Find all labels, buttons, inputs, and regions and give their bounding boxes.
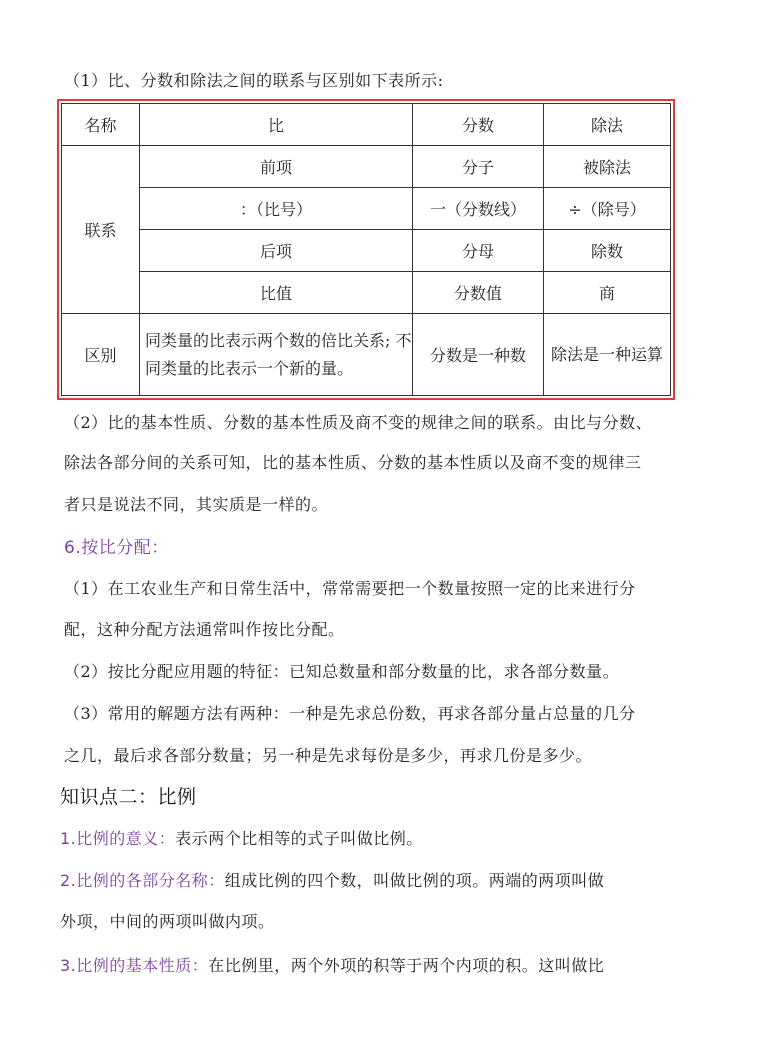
intro-text: （1）比、分数和除法之间的联系与区别如下表所示: — [64, 71, 444, 90]
header-ratio: 比 — [140, 104, 413, 146]
item-1-text: 表示两个比相等的式子叫做比例。 — [175, 829, 423, 848]
header-division: 除法 — [544, 104, 671, 146]
table-row — [62, 146, 671, 188]
paragraph-line: 者只是说法不同，其实质是一样的。 — [64, 495, 329, 514]
header-fraction: 分数 — [413, 104, 544, 146]
table-cell: ：（比号） — [140, 188, 413, 230]
table-cell: 同类量的比表示两个数的倍比关系; 不同类量的比表示一个新的量。 — [140, 314, 413, 396]
table-cell: 被除法 — [544, 146, 671, 188]
paragraph-line: 配，这种分配方法通常叫作按比分配。 — [64, 620, 345, 639]
item-3-label: 3.比例的基本性质： — [60, 956, 209, 975]
table-cell: 分数值 — [413, 272, 544, 314]
item-2 — [60, 870, 604, 892]
item-1-label: 1.比例的意义： — [60, 829, 176, 848]
section-6-title: 6.按比分配： — [64, 538, 169, 558]
table-cell: 后项 — [140, 230, 413, 272]
item-3-text: 在比例里，两个外项的积等于两个内项的积。这叫做比 — [208, 956, 605, 975]
table-cell: 分子 — [413, 146, 544, 188]
knowledge-point-2-heading: 知识点二：比例 — [60, 786, 197, 808]
table-row — [62, 272, 671, 314]
table-cell: 商 — [544, 272, 671, 314]
header-name: 名称 — [62, 104, 140, 146]
table-row — [62, 230, 671, 272]
paragraph-line: 之几，最后求各部分数量；另一种是先求每份是多少，再求几份是多少。 — [64, 746, 593, 765]
table-cell: 前项 — [140, 146, 413, 188]
paragraph-line: （2）按比分配应用题的特征：已知总数量和部分数量的比，求各部分数量。 — [64, 662, 620, 681]
paragraph-line: 外项，中间的两项叫做内项。 — [60, 912, 275, 931]
item-1 — [60, 828, 423, 850]
table-cell: 分数是一种数 — [413, 314, 544, 396]
item-2-text: 组成比例的四个数，叫做比例的项。两端的两项叫做 — [224, 871, 605, 890]
table-cell: 一（分数线） — [413, 188, 544, 230]
table-cell: 分母 — [413, 230, 544, 272]
comparison-table-frame — [57, 99, 675, 400]
table-cell: 除法是一种运算 — [544, 314, 671, 396]
table-row — [62, 314, 671, 396]
paragraph-line: （3）常用的解题方法有两种：一种是先求总份数，再求各部分量占总量的几分 — [64, 704, 636, 723]
table-cell: ÷（除号） — [544, 188, 671, 230]
paragraph-line: 除法各部分间的关系可知，比的基本性质、分数的基本性质以及商不变的规律三 — [64, 453, 642, 472]
group-contact-label: 联系 — [62, 146, 140, 314]
item-2-label: 2.比例的各部分名称： — [60, 871, 225, 890]
paragraph-line: （2）比的基本性质、分数的基本性质及商不变的规律之间的联系。由比与分数、 — [64, 413, 653, 432]
table-row — [62, 188, 671, 230]
comparison-table — [61, 103, 671, 396]
group-diff-label: 区别 — [62, 314, 140, 396]
paragraph-line: （1）在工农业生产和日常生活中，常常需要把一个数量按照一定的比来进行分 — [64, 579, 636, 598]
table-header-row — [62, 104, 671, 146]
table-cell: 比值 — [140, 272, 413, 314]
item-3 — [60, 955, 604, 977]
table-cell: 除数 — [544, 230, 671, 272]
